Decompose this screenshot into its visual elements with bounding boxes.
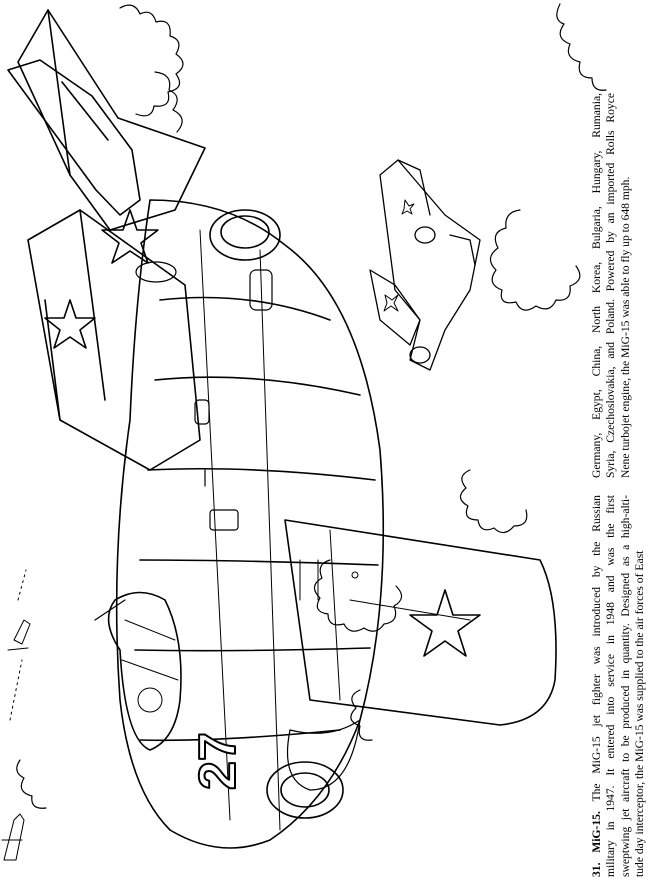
aircraft-name: MiG-15.	[590, 811, 603, 853]
caption-line-2: military in 1947. It entered into service in 1948 and was the first	[604, 495, 618, 877]
second-aircraft	[370, 160, 480, 370]
tail-number: 27	[189, 732, 247, 790]
caption-number: 31.	[590, 862, 603, 877]
distant-aircraft	[2, 570, 30, 860]
caption-left	[590, 495, 648, 877]
caption-line-3: sweptwing jet aircraft to be produced in quantity. Designed as a high-alti-	[618, 495, 632, 877]
caption-text: The MiG-15 jet fighter was introduced by the Russian	[590, 495, 603, 802]
caption-line-7: Nene turbojet engine, the MiG-15 was able to fly up to 648 mph.	[618, 176, 632, 478]
main-aircraft	[8, 10, 556, 848]
cloud-outlines	[17, 4, 606, 808]
caption-line-5: Germany, Egypt, China, North Korea, Bulgaria, Hungary, Rumania,	[590, 93, 603, 478]
caption-line-1	[590, 495, 604, 877]
caption-right	[590, 93, 633, 478]
star-insignia	[45, 210, 480, 656]
caption-line-6: Syria, Czechoslovakia, and Poland. Powered by an imported Rolls Royce	[604, 93, 618, 478]
caption-line-4: tude day interceptor, the MiG-15 was supplied to the air forces of East	[633, 550, 647, 877]
